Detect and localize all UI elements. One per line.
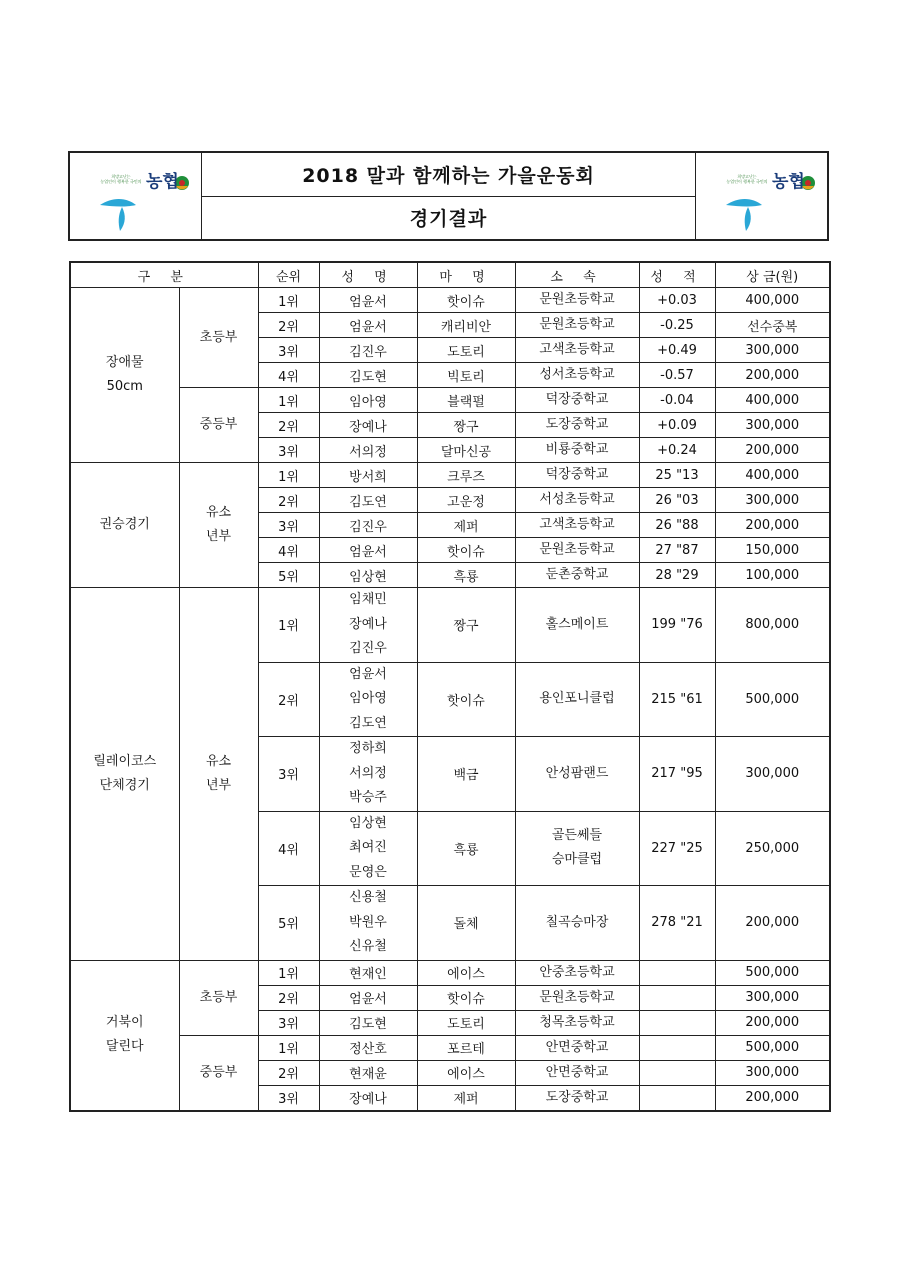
- score-cell: 26 "88: [639, 513, 715, 538]
- prize-cell: 400,000: [715, 463, 830, 488]
- horse-cell: 도토리: [417, 338, 515, 363]
- affiliation-cell: 안면중학교: [515, 1035, 639, 1060]
- horse-cell: 백금: [417, 737, 515, 812]
- name-cell: [319, 662, 417, 737]
- prize-cell: 200,000: [715, 886, 830, 961]
- rider-name: 임아영: [349, 394, 387, 410]
- prize-cell: 300,000: [715, 985, 830, 1010]
- results-table: [69, 261, 831, 1112]
- division-name-line: 중등부: [199, 1064, 238, 1080]
- prize-cell: 300,000: [715, 488, 830, 513]
- score-cell: 27 "87: [639, 538, 715, 563]
- affiliation-line: 골든쎄들: [551, 828, 603, 844]
- rank-cell: 1위: [258, 388, 319, 413]
- horse-cell: 제퍼: [417, 513, 515, 538]
- logo-tagline: 희망고난는 농업인이 행복한 국민의: [726, 174, 768, 184]
- prize-cell: 500,000: [715, 1035, 830, 1060]
- name-cell: [319, 338, 417, 363]
- prize-cell: 300,000: [715, 737, 830, 812]
- score-cell: [639, 1035, 715, 1060]
- rank-cell: 2위: [258, 313, 319, 338]
- column-header-prize: 상 금(원): [715, 262, 830, 288]
- prize-cell: 200,000: [715, 1085, 830, 1111]
- table-row: [70, 1035, 830, 1060]
- name-cell: [319, 588, 417, 663]
- affiliation-cell: 덕장중학교: [515, 463, 639, 488]
- score-cell: 25 "13: [639, 463, 715, 488]
- table-row: [70, 960, 830, 985]
- horse-cell: 고운정: [417, 488, 515, 513]
- rider-name: 김진우: [349, 641, 387, 656]
- horse-cell: 짱구: [417, 413, 515, 438]
- division-name-line: 년부: [205, 777, 232, 793]
- division-name-line: 유소: [205, 505, 232, 520]
- column-header-name: 성 명: [319, 262, 417, 288]
- name-cell: [319, 737, 417, 812]
- rank-cell: 4위: [258, 363, 319, 388]
- score-cell: +0.03: [639, 288, 715, 313]
- horse-cell: 핫이슈: [417, 662, 515, 737]
- affiliation-cell: 고색초등학교: [515, 513, 639, 538]
- affiliation-cell: 문원초등학교: [515, 313, 639, 338]
- score-cell: [639, 985, 715, 1010]
- rank-cell: 4위: [258, 811, 319, 886]
- horse-cell: 빅토리: [417, 363, 515, 388]
- logo-cell-right: [695, 153, 827, 239]
- rider-name: 최여진: [349, 840, 387, 855]
- rider-name: 장예나: [349, 419, 387, 435]
- name-cell: [319, 960, 417, 985]
- rank-cell: 3위: [258, 513, 319, 538]
- affiliation-cell: 안면중학교: [515, 1060, 639, 1085]
- horse-cell: 흑룡: [417, 563, 515, 588]
- rider-name: 김도연: [349, 494, 387, 510]
- rider-name: 박승주: [349, 790, 387, 805]
- division-name-line: 초등부: [199, 989, 238, 1005]
- division-name: [179, 288, 258, 388]
- rider-name: 장예나: [349, 1092, 387, 1107]
- horse-cell: 핫이슈: [417, 538, 515, 563]
- name-cell: [319, 811, 417, 886]
- document-title: 2018 말과 함께하는 가을운동회: [202, 153, 695, 197]
- rank-cell: 2위: [258, 488, 319, 513]
- rider-name: 김도현: [349, 369, 387, 385]
- rider-name: 신유철: [349, 939, 387, 954]
- rider-name: 임상현: [349, 569, 387, 585]
- prize-cell: 선수중복: [715, 313, 830, 338]
- prize-cell: 400,000: [715, 388, 830, 413]
- affiliation-cell: 문원초등학교: [515, 288, 639, 313]
- name-cell: [319, 313, 417, 338]
- horse-cell: 포르테: [417, 1035, 515, 1060]
- horse-cell: 제퍼: [417, 1085, 515, 1111]
- event-name-line: 릴레이코스: [93, 753, 157, 769]
- division-name-line: 유소: [205, 753, 232, 769]
- affiliation-cell: 문원초등학교: [515, 985, 639, 1010]
- score-cell: [639, 960, 715, 985]
- prize-cell: 150,000: [715, 538, 830, 563]
- score-cell: 28 "29: [639, 563, 715, 588]
- column-header-category: 구 분: [70, 262, 258, 288]
- name-cell: [319, 1060, 417, 1085]
- results-body: [70, 288, 830, 1111]
- division-name-line: 중등부: [199, 417, 238, 432]
- prize-cell: 300,000: [715, 338, 830, 363]
- rank-cell: 1위: [258, 463, 319, 488]
- logo-brand: 농협: [772, 172, 805, 192]
- logo-cell-left: [70, 153, 202, 239]
- rider-name: 엄윤서: [349, 544, 387, 560]
- horse-cell: 도토리: [417, 1010, 515, 1035]
- rank-cell: 1위: [258, 1035, 319, 1060]
- prize-cell: 200,000: [715, 513, 830, 538]
- rider-name: 서의정: [349, 444, 387, 460]
- event-name-line: 거북이: [105, 1015, 144, 1030]
- rider-name: 정하희: [349, 741, 387, 756]
- affiliation-cell: 서성초등학교: [515, 488, 639, 513]
- rider-name: 임상현: [349, 815, 387, 831]
- rider-name: 현재윤: [349, 1067, 387, 1082]
- horse-cell: 흑룡: [417, 811, 515, 886]
- division-name-line: 년부: [205, 529, 232, 544]
- table-header-row: [70, 262, 830, 288]
- rank-cell: 1위: [258, 588, 319, 663]
- column-header-horse: 마 명: [417, 262, 515, 288]
- name-cell: [319, 1035, 417, 1060]
- affiliation-cell: 칠곡승마장: [515, 886, 639, 961]
- score-cell: [639, 1010, 715, 1035]
- division-name: [179, 1035, 258, 1111]
- column-header-affiliation: 소 속: [515, 262, 639, 288]
- name-cell: [319, 886, 417, 961]
- score-cell: 26 "03: [639, 488, 715, 513]
- rider-name: 임채민: [349, 592, 387, 607]
- event-name: [70, 463, 179, 588]
- score-cell: -0.25: [639, 313, 715, 338]
- affiliation-cell: 문원초등학교: [515, 538, 639, 563]
- prize-cell: 800,000: [715, 588, 830, 663]
- prize-cell: 300,000: [715, 413, 830, 438]
- rider-name: 엄윤서: [349, 992, 387, 1007]
- rider-name: 엄윤서: [349, 294, 387, 310]
- prize-cell: 200,000: [715, 438, 830, 463]
- rider-name: 박원우: [349, 914, 387, 930]
- score-cell: [639, 1085, 715, 1111]
- affiliation-cell: 성서초등학교: [515, 363, 639, 388]
- affiliation-cell: 둔촌중학교: [515, 563, 639, 588]
- rider-name: 임아영: [349, 691, 387, 706]
- horse-cell: 크루즈: [417, 463, 515, 488]
- score-cell: +0.49: [639, 338, 715, 363]
- rider-name: 엄윤서: [349, 666, 387, 682]
- event-name-line: 달린다: [105, 1039, 144, 1054]
- affiliation-cell: 청목초등학교: [515, 1010, 639, 1035]
- rank-cell: 1위: [258, 960, 319, 985]
- rider-name: 김진우: [349, 344, 387, 360]
- name-cell: [319, 513, 417, 538]
- horse-cell: 달마신공: [417, 438, 515, 463]
- document-subtitle: 경기결과: [409, 208, 488, 231]
- affiliation-cell: 덕장중학교: [515, 388, 639, 413]
- rank-cell: 3위: [258, 1085, 319, 1111]
- prize-cell: 200,000: [715, 363, 830, 388]
- division-name-line: 초등부: [199, 329, 238, 345]
- horse-cell: 블랙펄: [417, 388, 515, 413]
- column-header-rank: 순위: [258, 262, 319, 288]
- table-row: [70, 288, 830, 313]
- horse-cell: 핫이슈: [417, 985, 515, 1010]
- score-cell: [639, 1060, 715, 1085]
- event-name: [70, 288, 179, 463]
- rank-cell: 3위: [258, 438, 319, 463]
- name-cell: [319, 488, 417, 513]
- name-cell: [319, 288, 417, 313]
- rider-name: 신용철: [349, 890, 387, 905]
- table-row: [70, 588, 830, 663]
- rank-cell: 2위: [258, 413, 319, 438]
- rank-cell: 2위: [258, 985, 319, 1010]
- horse-cell: 짱구: [417, 588, 515, 663]
- rider-name: 문영은: [349, 864, 387, 880]
- prize-cell: 200,000: [715, 1010, 830, 1035]
- event-name-line: 장애물: [105, 355, 144, 370]
- event-name-line: 50cm: [106, 379, 143, 394]
- prize-cell: 500,000: [715, 662, 830, 737]
- title-column: [202, 153, 695, 239]
- rank-cell: 3위: [258, 1010, 319, 1035]
- horse-cell: 에이스: [417, 960, 515, 985]
- affiliation-cell: 도장중학교: [515, 413, 639, 438]
- horse-cell: 캐리비안: [417, 313, 515, 338]
- affiliation-cell: 안성팜랜드: [515, 737, 639, 812]
- rider-name: 김진우: [349, 519, 387, 535]
- rider-name: 김도연: [349, 715, 387, 731]
- name-cell: [319, 388, 417, 413]
- rider-name: 현재인: [349, 967, 387, 982]
- horse-cell: 핫이슈: [417, 288, 515, 313]
- name-cell: [319, 363, 417, 388]
- logo-brand: 농협: [146, 172, 179, 192]
- horse-cell: 돌체: [417, 886, 515, 961]
- event-name: [70, 588, 179, 961]
- logo-tagline: 희망고난는 농업인이 행복한 국민의: [100, 174, 142, 184]
- document-header: [68, 151, 829, 241]
- prize-cell: 400,000: [715, 288, 830, 313]
- division-name: [179, 388, 258, 463]
- division-name: [179, 463, 258, 588]
- rank-cell: 2위: [258, 662, 319, 737]
- name-cell: [319, 538, 417, 563]
- affiliation-cell: 안중초등학교: [515, 960, 639, 985]
- affiliation-cell: 홀스메이트: [515, 588, 639, 663]
- rank-cell: 2위: [258, 1060, 319, 1085]
- affiliation-cell: 고색초등학교: [515, 338, 639, 363]
- score-cell: -0.04: [639, 388, 715, 413]
- rider-name: 장예나: [349, 616, 387, 632]
- score-cell: 227 "25: [639, 811, 715, 886]
- score-cell: 217 "95: [639, 737, 715, 812]
- division-name: [179, 960, 258, 1035]
- prize-cell: 300,000: [715, 1060, 830, 1085]
- rank-cell: 4위: [258, 538, 319, 563]
- name-cell: [319, 563, 417, 588]
- rank-cell: 1위: [258, 288, 319, 313]
- rider-name: 정산호: [349, 1042, 387, 1057]
- score-cell: 215 "61: [639, 662, 715, 737]
- table-row: [70, 463, 830, 488]
- rank-cell: 5위: [258, 886, 319, 961]
- score-cell: -0.57: [639, 363, 715, 388]
- affiliation-cell: 도장중학교: [515, 1085, 639, 1111]
- rider-name: 서의정: [349, 765, 387, 781]
- score-cell: +0.09: [639, 413, 715, 438]
- prize-cell: 500,000: [715, 960, 830, 985]
- division-name: [179, 588, 258, 961]
- score-cell: 199 "76: [639, 588, 715, 663]
- affiliation-cell: 비룡중학교: [515, 438, 639, 463]
- event-name-line: 권승경기: [99, 517, 150, 532]
- name-cell: [319, 1010, 417, 1035]
- name-cell: [319, 413, 417, 438]
- name-cell: [319, 463, 417, 488]
- prize-cell: 250,000: [715, 811, 830, 886]
- nonghyup-logo: [86, 163, 190, 233]
- rider-name: 방서희: [349, 469, 387, 485]
- name-cell: [319, 985, 417, 1010]
- column-header-score: 성 적: [639, 262, 715, 288]
- score-cell: +0.24: [639, 438, 715, 463]
- rider-name: 엄윤서: [349, 319, 387, 335]
- event-name-line: 단체경기: [99, 777, 150, 793]
- rank-cell: 3위: [258, 338, 319, 363]
- affiliation-cell: 용인포니클럽: [515, 662, 639, 737]
- name-cell: [319, 438, 417, 463]
- score-cell: 278 "21: [639, 886, 715, 961]
- horse-cell: 에이스: [417, 1060, 515, 1085]
- rank-cell: 3위: [258, 737, 319, 812]
- name-cell: [319, 1085, 417, 1111]
- rider-name: 김도현: [349, 1017, 387, 1032]
- table-row: [70, 388, 830, 413]
- affiliation-line: 승마클럽: [551, 852, 603, 868]
- event-name: [70, 960, 179, 1111]
- prize-cell: 100,000: [715, 563, 830, 588]
- affiliation-cell: [515, 811, 639, 886]
- rank-cell: 5위: [258, 563, 319, 588]
- nonghyup-logo: [712, 163, 816, 233]
